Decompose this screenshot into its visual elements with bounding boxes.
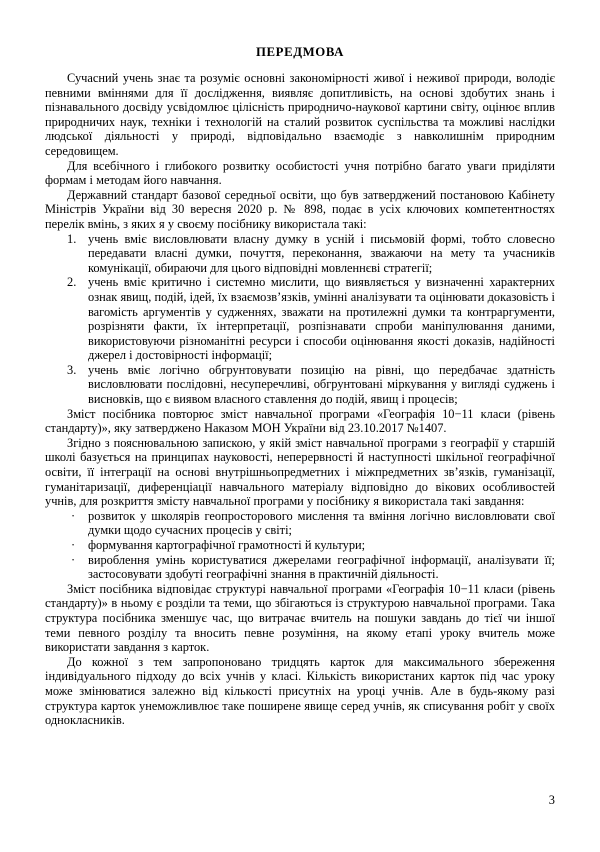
list-item: · вироблення умінь користуватися джерелами географічної інформації, аналізувати її; застосовувати здобуті географічні знання в практичній діяльності. [45,553,555,582]
list-item: · розвиток у школярів геопросторового мислення та вміння логічно висловлювати свої думки щодо сучасних процесів у світі; [45,509,555,538]
paragraph-intro-3: Державний стандарт базової середньої освіти, що був затверджений постановою Кабінету Міністрів України від 30 вересня 2020 р. № 898, подає в усіх ключових компетентностях перелік вмінь, з яких я у своєму посібнику використала такі: [45,187,555,231]
paragraph-structure: Зміст посібника відповідає структурі навчальної програми «Географія 10−11 класи (рівень стандарту)» в ньому є розділи та теми, що збігаються із структурою навчальної програми. Така структура посібника зменшує час, що витрачає вчитель на пошуки завдань до тієї чи іншої теми певного розділу та вносить певне розуміння, на якому етапі уроку вчитель може використати завдання з карток. [45,581,555,655]
page-number: 3 [548,793,555,807]
competency-numbered-list [45,232,555,407]
paragraph-explanatory-note: Згідно з пояснювальною запискою, у якій зміст навчальної програми з географії у старшій школі базується на принципах науковості, неперервності й наступності шкільної географічної освіти, її інтеграції на основі внутрішньопредметних і міжпредметних зв’язків, гуманізації, гуманітаризації, диференціації навчального матеріалу відповідно до вікових особливостей учнів, для розкриття змісту навчальної програми у посібнику я використала такі завдання: [45,435,555,509]
list-item: учень вміє висловлювати власну думку в усній і письмовій формі, тобто словесно передавати власні думки, почуття, переконання, зважаючи на мету та учасників комунікації, обираючи для цього відповідні мовленнєві стратегії; [88,231,555,275]
paragraph-intro-1: Сучасний учень знає та розуміє основні закономірності живої і неживої природи, володіє певними вміннями для її дослідження, виявляє допитливість, на основі здобутих знань і пізнавального досвіду усвідомлює цілісність природничо-наукової картини світу, оцінює вплив природничих наук, техніки і технологій на сталий розвиток суспільства та можливі наслідки людської діяльності у природі, відповідально взаємодіє з навколишнім природним середовищем. [45,71,555,158]
page-title: ПЕРЕДМОВА [255,45,345,59]
list-item: учень вміє критично і системно мислити, що виявляється у визначенні характерних ознак явищ, подій, ідей, їх взаємозв’язків, умінні аналізувати та оцінювати доказовість і вагомість аргументів у судженнях, зважати на протилежні думки та контраргументи, розрізняти факти, їх інтерпретації, розпізнавати спроби маніпулювання даними, використовуючи різноманітні ресурси і способи оцінювання якості доказів, надійності джерел і достовірності інформації; [88,275,555,363]
tasks-bulleted-list [45,509,555,582]
paragraph-program-reference: Зміст посібника повторює зміст навчальної програми «Географія 10−11 класи (рівень стандарту)», яку затверджено Наказом МОН України від 23.10.2017 №1407. [45,406,555,436]
paragraph-intro-2: Для всебічного і глибокого розвитку особистості учня потрібно багато уваги приділяти формам і методам його навчання. [45,158,555,188]
paragraph-cards: До кожної з тем запропоновано тридцять карток для максимального збереження індивідуального підходу до всіх учнів у класі. Кількість використаних карток під час уроку може змінюватися залежно від кількості присутніх на уроці учнів. Але в будь-якому разі структура карток унеможливлює таке поширене явище серед учнів, як списування робіт у своїх однокласників. [45,654,555,728]
list-item: · формування картографічної грамотності й культури; [45,538,555,553]
list-item: учень вміє логічно обгрунтовувати позицію на рівні, що передбачає здатність висловлювати послідовні, несуперечливі, обгрунтовані міркування у вигляді суджень і висновків, що є виявом власного ставлення до подій, явищ і процесів; [88,362,555,407]
page-content [45,44,555,728]
